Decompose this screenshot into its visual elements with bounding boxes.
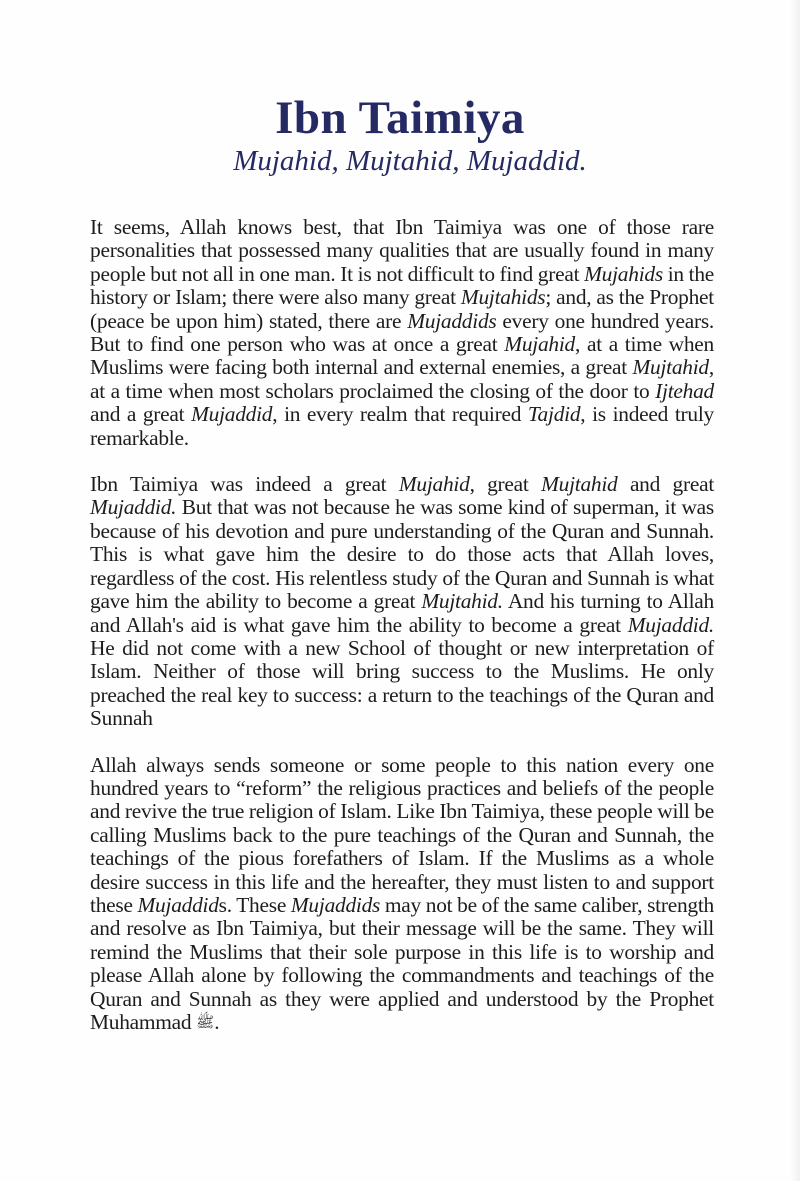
- paragraph-2: [90, 473, 714, 730]
- italic-term: Mujaddid: [191, 402, 273, 427]
- text-run: ; and, as the Prophet (peace be upon him) stated, there are: [90, 285, 714, 333]
- text-run: Allah always sends someone or some people to this nation every one hundred years to “reform” the religious practices and beliefs of the people and revive the true religion of Islam. Like Ibn Taimiya, these people will be calling Muslims back to the pure teachings of the Quran and Sunnah, the teachings of the pious forefathers of Islam. If the Muslims as a whole desire success in this life and the hereafter, they must listen to and support these: [90, 752, 714, 917]
- text-run: .: [214, 1010, 220, 1034]
- chapter-header: [0, 92, 800, 178]
- italic-term: Mujtahids: [460, 285, 546, 310]
- chapter-subtitle: Mujahid, Mujtahid, Mujaddid.: [233, 145, 587, 177]
- text-run: Ibn Taimiya was indeed a great: [90, 472, 399, 497]
- text-run: He did not come with a new School of thought or new interpretation of Islam. Neither of those will bring success to the Muslims. He only preached the real key to success: a return to the teachings of the Quran and Sunnah: [90, 635, 714, 731]
- paragraph-1: [90, 216, 714, 450]
- text-run: in the history or Islam; there were also many great: [90, 261, 715, 310]
- text-run: But that was not because he was some kind of superman, it was because of his devotion and pure understanding of the Quran and Sunnah. This is what gave him the desire to do those acts that Allah loves, regardless of the cost. His relentless study of the Quran and Sunnah is what gave him the ability to become a great: [90, 495, 714, 614]
- italic-term: Mujahids: [584, 261, 663, 286]
- text-run: It seems, Allah knows best, that Ibn Taimiya was one of those rare personalities that possessed many qualities that are usually found in many people but not all in one man. It is not difficult to find great: [90, 215, 714, 286]
- text-run: , at a time when most scholars proclaimed the closing of the door to: [90, 355, 714, 403]
- text-run: every one hundred years. But to find one person who was at once a great: [90, 308, 714, 357]
- italic-term: Mujaddids: [407, 308, 497, 333]
- chapter-title: Ibn Taimiya: [275, 92, 525, 144]
- text-run: may not be of the same caliber, strength and resolve as Ibn Taimiya, but their message will be the same. They will remind the Muslims that their sole purpose in this life is to worship and please Allah alone by following the commandments and teachings of the Quran and Sunnah as they were applied and understood by the Prophet Muhammad: [90, 892, 714, 1034]
- italic-term: Mujahid: [398, 472, 470, 497]
- italic-term: Mujtahid.: [421, 589, 503, 614]
- text-run: and great: [617, 472, 715, 497]
- italic-term: Mujaddids: [290, 892, 381, 917]
- text-run: s. These: [218, 892, 291, 917]
- salawat-glyph: ﷺ: [196, 1015, 215, 1031]
- paragraph-3: [90, 754, 714, 1036]
- italic-term: Ijtehad: [655, 378, 714, 403]
- italic-term: Tajdid: [527, 402, 581, 427]
- text-run: , in every realm that required: [272, 402, 528, 427]
- italic-term: Mujtahid: [541, 472, 618, 497]
- italic-term: Mujahid: [504, 332, 576, 357]
- text-run: , great: [469, 472, 542, 497]
- italic-term: Mujaddid: [137, 892, 219, 917]
- text-run: And his turning to Allah and Allah's aid is what gave him the ability to become a great: [90, 589, 714, 637]
- text-run: , at a time when Muslims were facing both internal and external enemies, a great: [90, 332, 714, 380]
- body-text: [90, 216, 714, 1058]
- text-run: , is indeed truly remarkable.: [90, 402, 714, 450]
- text-run: and a great: [90, 402, 192, 427]
- italic-term: Mujaddid.: [627, 612, 714, 637]
- italic-term: Mujtahid: [632, 355, 709, 380]
- italic-term: Mujaddid.: [90, 495, 177, 520]
